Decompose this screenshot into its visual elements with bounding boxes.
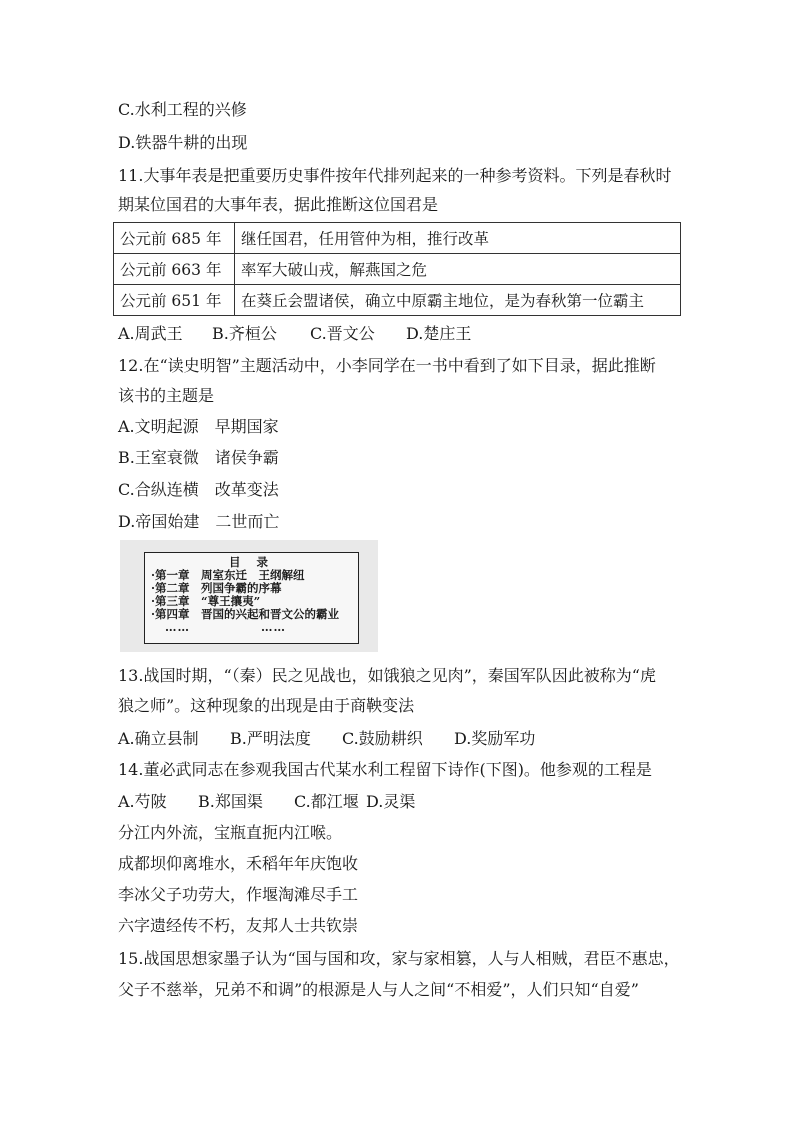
q13-option-a: A.确立县制 <box>118 729 199 748</box>
q11-option-d: D.楚庄王 <box>406 324 472 343</box>
q13-option-b: B.严明法度 <box>230 729 311 748</box>
poem-line: 李冰父子功劳大，作堰淘滩尽手工 <box>118 885 359 904</box>
poem-line: 成都坝仰离堆水，禾稻年年庆饱收 <box>118 854 359 873</box>
q14-option-b: B.郑国渠 <box>198 792 263 811</box>
table-cell-event: 在葵丘会盟诸侯，确立中原霸主地位，是为春秋第一位霸主 <box>235 285 681 316</box>
poem-line: 分江内外流，宝瓶直扼内江喉。 <box>118 823 343 842</box>
q15-stem-line2: 父子不慈举，兄弟不和调”的根源是人与人之间“不相爱”，人们只知“自爱” <box>118 980 639 999</box>
q14-option-c: C.都江堰 <box>294 792 359 811</box>
q13-option-c: C.鼓励耕织 <box>342 729 423 748</box>
q15-stem-line1: 15.战国思想家墨子认为“国与国和攻，家与家相篡，人与人相贼，君臣不惠忠， <box>118 949 680 968</box>
q13-option-d: D.奖励军功 <box>454 729 536 748</box>
q10-option-d: D.铁器牛耕的出现 <box>118 133 248 152</box>
ellipsis-left: …… <box>165 620 190 634</box>
contents-item: ·第一章 周室东迁 王纲解纽 <box>151 568 305 582</box>
q11-stem-line2: 期某位国君的大事年表，据此推断这位国君是 <box>118 195 439 214</box>
q12-stem-line1: 12.在“读史明智”主题活动中，小李同学在一书中看到了如下目录，据此推断 <box>118 356 656 375</box>
contents-item: ·第四章 晋国的兴起和晋文公的霸业 <box>151 607 340 621</box>
contents-box <box>144 552 359 644</box>
table-row <box>114 254 681 285</box>
table-row <box>114 223 681 254</box>
table-cell-year: 公元前 651 年 <box>114 285 235 316</box>
q11-option-b: B.齐桓公 <box>212 324 277 343</box>
q13-stem-line1: 13.战国时期，“（秦）民之见战也，如饿狼之见肉”，秦国军队因此被称为“虎 <box>118 666 656 685</box>
q14-stem: 14.董必武同志在参观我国古代某水利工程留下诗作(下图)。他参观的工程是 <box>118 760 652 779</box>
table-cell-event: 继任国君，任用管仲为相，推行改革 <box>235 223 681 254</box>
q14-options <box>118 792 415 812</box>
q11-options <box>118 324 471 344</box>
contents-ellipsis <box>165 621 358 634</box>
poem-line: 六字遗经传不朽，友邦人士共钦崇 <box>118 916 359 935</box>
contents-item: ·第三章 “尊王攘夷” <box>151 594 261 608</box>
contents-title: 目 录 <box>228 555 274 569</box>
table-cell-year: 公元前 685 年 <box>114 223 235 254</box>
q12-option-b: B.王室衰微 诸侯争霸 <box>118 448 279 467</box>
q12-option-a: A.文明起源 早期国家 <box>118 417 279 436</box>
q11-chronology-table <box>113 222 681 316</box>
table-cell-event: 率军大破山戎，解燕国之危 <box>235 254 681 285</box>
q14-option-d: D.灵渠 <box>366 792 416 811</box>
q13-stem-line2: 狼之师”。这种现象的出现是由于商鞅变法 <box>118 696 415 715</box>
table-cell-year: 公元前 663 年 <box>114 254 235 285</box>
contents-item: ·第二章 列国争霸的序幕 <box>151 581 282 595</box>
q12-stem-line2: 该书的主题是 <box>118 386 215 405</box>
q12-option-d: D.帝国始建 二世而亡 <box>118 512 280 531</box>
book-contents-image <box>120 540 378 652</box>
q11-option-c: C.晋文公 <box>310 324 375 343</box>
q14-option-a: A.芍陂 <box>118 792 167 811</box>
q11-stem-line1: 11.大事年表是把重要历史事件按年代排列起来的一种参考资料。下列是春秋时 <box>118 166 672 185</box>
q12-option-c: C.合纵连横 改革变法 <box>118 480 279 499</box>
q10-option-c: C.水利工程的兴修 <box>118 100 247 119</box>
ellipsis-right: …… <box>261 620 286 634</box>
q13-options <box>118 729 535 749</box>
table-row <box>114 285 681 316</box>
q11-option-a: A.周武王 <box>118 324 183 343</box>
